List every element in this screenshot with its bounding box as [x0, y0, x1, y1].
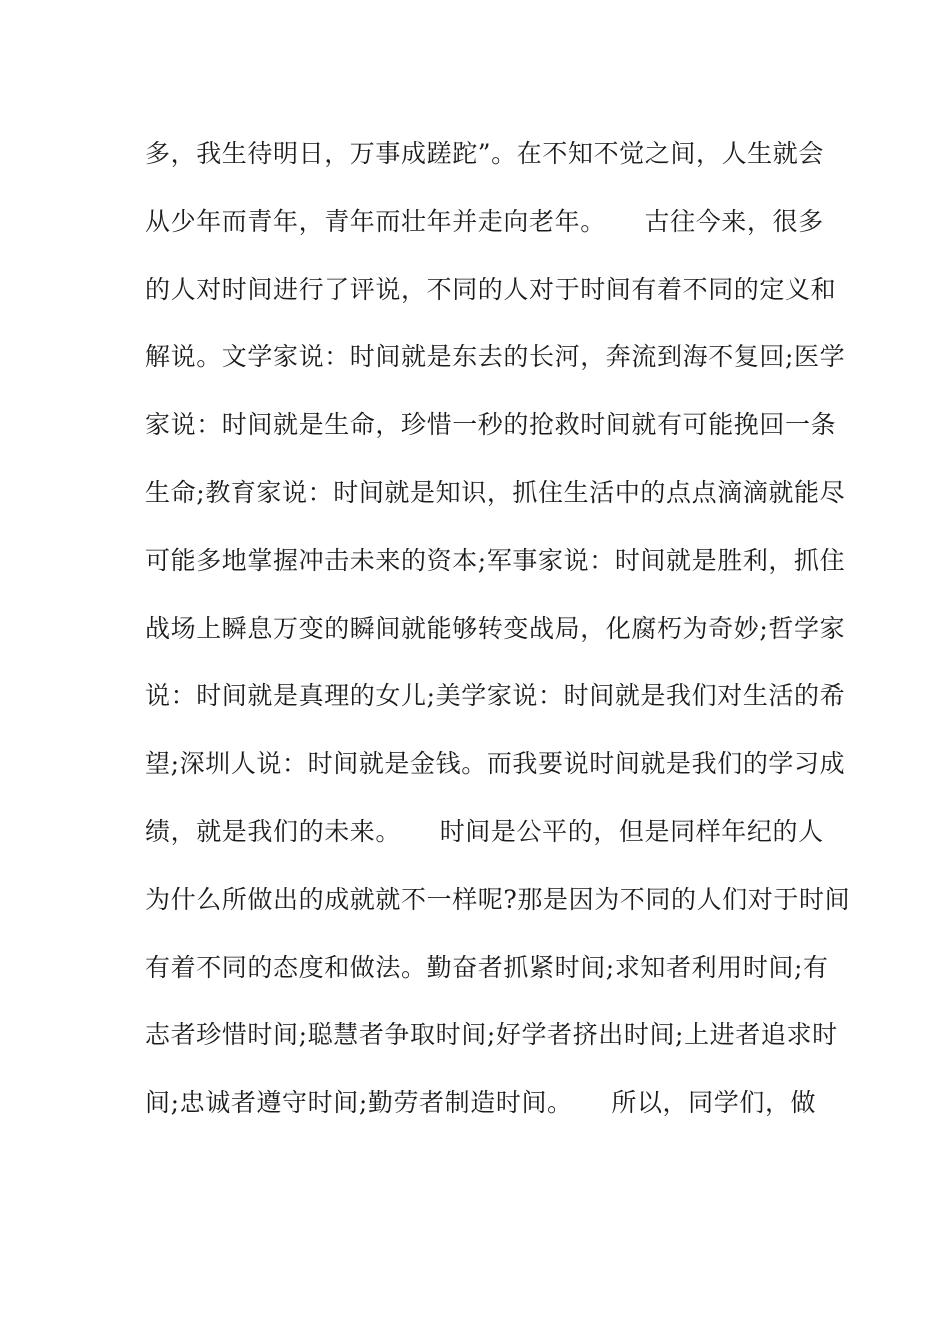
- text-line: 解说。文学家说：时间就是东去的长河，奔流到海不复回;医学: [145, 342, 846, 372]
- text-line: 间;忠诚者遵守时间;勤劳者制造时间。 所以，同学们，做: [145, 1088, 817, 1118]
- text-line: 的人对时间进行了评说，不同的人对于时间有着不同的定义和: [145, 274, 837, 304]
- body-text: [145, 132, 851, 1149]
- text-line: 有着不同的态度和做法。勤奋者抓紧时间;求知者利用时间;有: [145, 952, 829, 982]
- text-line: 多，我生待明日，万事成蹉跎”。在不知不觉之间，人生就会: [145, 139, 824, 168]
- text-line: 为什么所做出的成就就不一样呢?那是因为不同的人们对于时间: [145, 884, 851, 914]
- text-line: 望;深圳人说：时间就是金钱。而我要说时间就是我们的学习成: [145, 749, 846, 779]
- text-line: 战场上瞬息万变的瞬间就能够转变战局，化腐朽为奇妙;哲学家: [145, 613, 846, 643]
- text-line: 生命;教育家说：时间就是知识，抓住生活中的点点滴滴就能尽: [145, 477, 846, 507]
- text-line: 可能多地掌握冲击未来的资本;军事家说：时间就是胜利，抓住: [145, 545, 846, 575]
- text-line: 志者珍惜时间;聪慧者争取时间;好学者挤出时间;上进者追求时: [145, 1020, 838, 1050]
- text-line: 从少年而青年，青年而壮年并走向老年。 古往今来，很多: [145, 206, 824, 236]
- text-line: 说：时间就是真理的女儿;美学家说：时间就是我们对生活的希: [145, 681, 846, 711]
- text-line: 家说：时间就是生命，珍惜一秒的抢救时间就有可能挽回一条: [145, 410, 837, 440]
- text-line: 绩，就是我们的未来。 时间是公平的，但是同样年纪的人: [145, 816, 824, 846]
